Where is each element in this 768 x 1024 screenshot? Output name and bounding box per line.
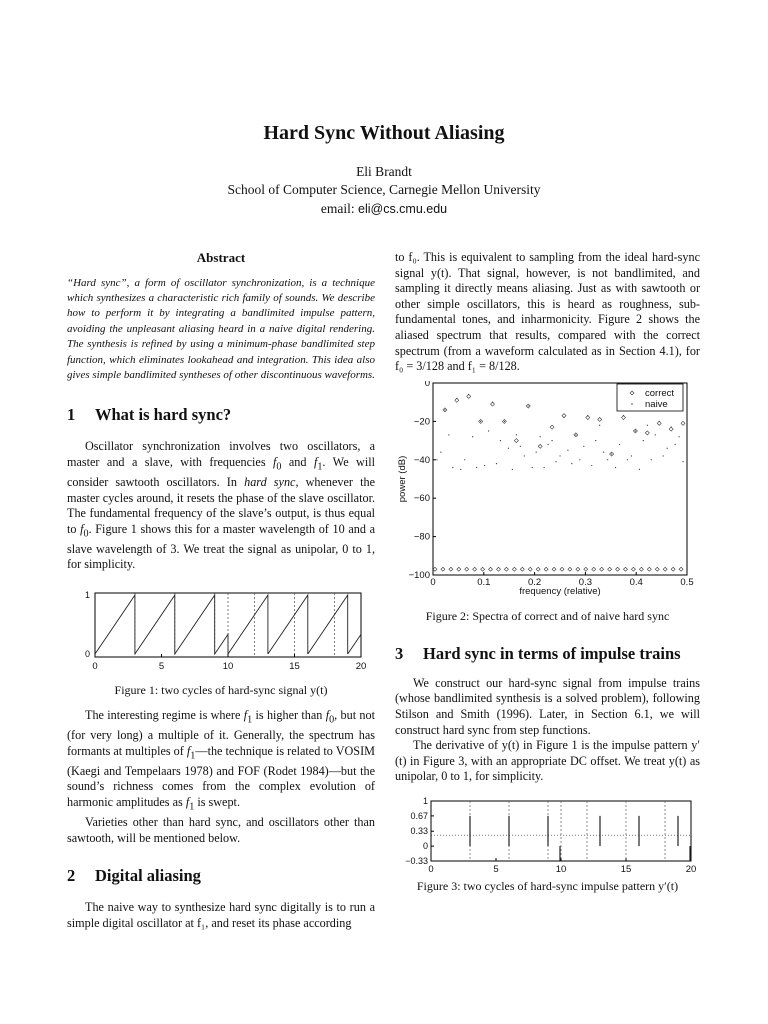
section-title: Hard sync in terms of impulse trains <box>423 643 681 663</box>
figure-3-y-tick: 1 <box>422 795 428 806</box>
figure-2-correct-point <box>457 567 461 571</box>
figure-1-x-tick: 15 <box>289 661 300 673</box>
figure-1-y-tick: 0 <box>84 649 90 660</box>
figure-2-naive-point <box>595 440 596 441</box>
left-column <box>67 250 375 931</box>
figure-2-naive-point <box>639 469 640 470</box>
section-1-paragraph-3: Varieties other than hard sync, and oscillators other than sawtooth, will be mentioned below. <box>67 814 375 845</box>
figure-3 <box>395 795 700 879</box>
figure-2-naive-point <box>496 463 497 464</box>
figure-2-x-axis-label: frequency (relative) <box>519 585 601 597</box>
email-address[interactable]: eli@cs.cmu.edu <box>358 202 448 216</box>
figure-2-y-tick: −100 <box>408 569 430 581</box>
abstract-heading: Abstract <box>196 250 246 265</box>
figure-2-legend-naive-label: naive <box>645 398 668 410</box>
figure-2-naive-point <box>682 461 683 462</box>
figure-2-x-tick: 0.3 <box>578 576 593 588</box>
figure-2-naive-point <box>579 459 580 460</box>
figure-2-correct-point <box>655 567 659 571</box>
figure-2-naive-point <box>599 424 600 425</box>
figure-2-y-tick: 0 <box>424 380 430 389</box>
figure-3-y-tick: 0 <box>422 841 428 852</box>
figure-2-y-tick: −20 <box>413 416 430 428</box>
figure-2-x-tick: 0.2 <box>527 576 542 588</box>
figure-2-naive-point <box>627 459 628 460</box>
figure-2-correct-point <box>623 567 627 571</box>
figure-2-y-tick: −80 <box>413 531 430 543</box>
figure-1-x-tick: 10 <box>222 661 234 673</box>
figure-2-x-tick: 0.4 <box>629 576 643 588</box>
figure-2-naive-point <box>615 467 616 468</box>
author-name: Eli Brandt <box>356 164 412 179</box>
figure-2-naive-point <box>480 421 481 422</box>
figure-2-naive-point <box>508 447 509 448</box>
figure-2-naive-point <box>440 451 441 452</box>
figure-2-naive-point <box>436 459 437 460</box>
figure-2-naive-point <box>611 453 612 454</box>
figure-2-correct-point <box>671 567 675 571</box>
figure-1-y-tick: 1 <box>84 590 90 601</box>
figure-2-naive-point <box>464 459 465 460</box>
figure-1-x-tick: 20 <box>355 661 367 673</box>
figure-2-correct-point <box>441 567 445 571</box>
figure-2-naive-point <box>675 444 676 445</box>
figure-2-correct-point <box>645 431 649 435</box>
figure-2-naive-point <box>555 461 556 462</box>
right-column <box>395 250 700 894</box>
section-3-paragraph-2: The derivative of y(t) in Figure 1 is the impulse pattern y′(t) in Figure 3, with an appropriate DC offset. We treat y(t) as unipolar, 0 to 1, for simplicity. <box>395 738 700 784</box>
section-2-paragraph-1-continued: to f₀. This is equivalent to sampling from the ideal hard-sync signal y(t). That signal, however, is not bandlimited, and sampling it directly means aliasing. Just as with sawtooth or other simple oscillators, this is heard as roughness, sub-fundamental tones, and inharmonicity. Figure 2 shows the aliased spectrum that results, compared with the correct spectrum (from a waveform calculated as in Section 4.1), for f₀ = 3/128 and f₁ = 8/128. <box>395 250 700 374</box>
figure-2-naive-point <box>460 469 461 470</box>
figure-2-correct-point <box>496 567 500 571</box>
figure-2-naive-point <box>448 434 449 435</box>
figure-2-naive-point <box>631 455 632 456</box>
figure-2-naive-point <box>583 446 584 447</box>
figure-2-naive-point <box>528 405 529 406</box>
paper-title: Hard Sync Without Aliasing <box>263 122 505 144</box>
figure-2-naive-point <box>484 465 485 466</box>
figure-3-caption: Figure 3: two cycles of hard-sync impulse pattern y′(t) <box>416 878 679 893</box>
figure-2-correct-point <box>568 567 572 571</box>
figure-3-y-tick: −0.33 <box>405 855 428 866</box>
figure-2-correct-point <box>616 567 620 571</box>
figure-2-correct-point <box>514 438 518 442</box>
figure-2-correct-point <box>592 567 596 571</box>
figure-1 <box>67 585 375 683</box>
figure-2-plot <box>395 381 700 603</box>
figure-3-x-tick: 5 <box>493 863 499 875</box>
figure-2-naive-point <box>671 426 672 427</box>
figure-3-x-tick: 20 <box>685 863 697 875</box>
figure-2-naive-point <box>607 459 608 460</box>
figure-2-correct-point <box>584 567 588 571</box>
figure-2-correct-point <box>663 567 667 571</box>
section-2-paragraph-1: The naive way to synthesize hard sync digitally is to run a simple digital oscillator at f₁, and reset its phase according <box>67 900 375 930</box>
figure-2-correct-point <box>449 567 453 571</box>
figure-2-correct-point <box>528 567 532 571</box>
section-3-paragraph-1: We construct our hard-sync signal from impulse trains (whose bandlimited synthesis is a solved problem), following Stilson and Smith (1996). Later, in Section 6.1, we will construct hard sync from step functions. <box>395 675 700 737</box>
figure-2-naive-point <box>444 409 445 410</box>
figure-2-naive-point <box>667 447 668 448</box>
figure-2-naive-point <box>567 449 568 450</box>
figure-2-naive-point <box>559 455 560 456</box>
figure-1-plot <box>67 585 375 683</box>
figure-1-signal-line <box>95 595 361 654</box>
section-3-heading <box>395 644 700 664</box>
figure-2-correct-point <box>598 417 602 421</box>
figure-2-naive-point <box>643 440 644 441</box>
figure-2-correct-point <box>465 567 469 571</box>
figure-2-correct-point <box>560 567 564 571</box>
figure-2-correct-point <box>647 567 651 571</box>
figure-2-naive-point <box>516 434 517 435</box>
section-number: 3 <box>395 643 404 663</box>
figure-2-correct-point <box>631 567 635 571</box>
figure-2-naive-point <box>456 398 457 399</box>
figure-2-naive-point <box>500 440 501 441</box>
figure-2-correct-point <box>576 567 580 571</box>
email-line <box>0 201 768 217</box>
figure-2-correct-point <box>520 567 524 571</box>
figure-2-naive-point <box>532 467 533 468</box>
figure-2-naive-point <box>468 394 469 395</box>
figure-2-correct-point <box>538 444 542 448</box>
figure-2-x-tick: 0 <box>430 576 436 588</box>
abstract-text: “Hard sync”, a form of oscillator synchronization, is a technique which synthesizes a characteristic rich family of sounds. We describe how to perform it by integrating a bandlimited impulse pattern, avoiding the unpleasant aliasing heard in a naive digital rendering. The synthesis is refined by using a minimum-phase bandlimited step function, which eliminates lookahead and integration. This idea also gives simple bandlimited syntheses of other discontinuous waveforms. <box>67 276 375 382</box>
figure-2-correct-point <box>544 567 548 571</box>
figure-1-x-tick: 0 <box>92 661 98 673</box>
figure-2-frame <box>433 383 687 575</box>
figure-3-y-tick: 0.67 <box>410 810 428 821</box>
figure-2-naive-point <box>678 436 679 437</box>
figure-2-correct-point <box>681 421 685 425</box>
figure-2-naive-point <box>623 415 624 416</box>
figure-2-correct-point <box>536 567 540 571</box>
section-1-paragraph-2: The interesting regime is where $f_1$ is higher than $f_0$, but not (for very long) a multiple of it. Generally, the spectrum has formants at multiples of $f_1—the$ technique is related to VOSIM (Kaegi and Tempelaars 1978) and FOF (Rodet 1984)—but the sound’s richness comes from the complex evolution of harmonic amplitudes as $f_1$ is swept. <box>67 708 375 813</box>
figure-2-x-tick: 0.5 <box>680 576 694 588</box>
section-1-heading <box>67 405 375 425</box>
figure-2-naive-point <box>603 451 604 452</box>
figure-2-correct-point <box>433 567 437 571</box>
affiliation: School of Computer Science, Carnegie Mellon University <box>227 182 541 197</box>
section-1-paragraph-1: Oscillator synchronization involves two oscillators, a master and a slave, with frequencies $f_0$ and $f_1$. We will consider sawtooth oscillators. In hard sync, whenever the master cycles around, it resets the phase of the slave oscillator. The fundamental frequency of the slave’s output, is thus equal to $f_0$. Figure 1 shows this for a master wavelength of 10 and a slave wavelength of 3. We treat the signal as unipolar, 0 to 1, for simplicity. <box>67 439 376 572</box>
figure-2-naive-point <box>544 467 545 468</box>
figure-3-x-tick: 15 <box>620 863 632 875</box>
figure-2-y-axis-label: power (dB) <box>397 455 408 502</box>
figure-2-naive-point <box>591 465 592 466</box>
figure-2-naive-point <box>659 421 660 422</box>
figure-3-x-tick: 0 <box>428 863 434 875</box>
figure-1-x-tick: 5 <box>158 661 165 673</box>
figure-2-correct-point <box>550 425 554 429</box>
figure-2-naive-point <box>651 459 652 460</box>
figure-2-naive-point <box>452 467 453 468</box>
figure-2-naive-point <box>504 421 505 422</box>
figure-2-naive-point <box>575 434 576 435</box>
figure-1-caption: Figure 1: two cycles of hard-sync signal y(t) <box>114 683 328 698</box>
figure-2-correct-point <box>481 567 485 571</box>
figure-2-y-tick: −60 <box>413 492 430 504</box>
figure-2-correct-point <box>512 567 516 571</box>
section-number: 1 <box>67 405 76 425</box>
figure-2-naive-point <box>571 463 572 464</box>
figure-2-naive-point <box>635 430 636 431</box>
figure-2-naive-point <box>551 440 552 441</box>
section-title: Digital aliasing <box>95 866 201 886</box>
figure-2-naive-point <box>647 424 648 425</box>
figure-2-naive-point <box>512 469 513 470</box>
figure-2-naive-point <box>663 455 664 456</box>
figure-2-correct-point <box>600 567 604 571</box>
figure-2-naive-point <box>548 444 549 445</box>
figure-2-legend-correct-label: correct <box>645 387 675 399</box>
figure-3-plot <box>395 795 700 879</box>
figure-2-naive-point <box>520 446 521 447</box>
figure-2-naive-point <box>540 436 541 437</box>
figure-2-naive-point <box>655 434 656 435</box>
figure-2-correct-point <box>473 567 477 571</box>
section-title: What is hard sync? <box>95 405 232 425</box>
figure-2-naive-point <box>563 417 564 418</box>
figure-3-x-tick: 10 <box>555 863 567 875</box>
figure-2-naive-point <box>587 415 588 416</box>
figure-2-naive-point <box>524 455 525 456</box>
figure-2-naive-point <box>619 444 620 445</box>
figure-2-naive-point <box>472 436 473 437</box>
figure-2-caption: Figure 2: Spectra of correct and of naive hard sync <box>425 608 670 623</box>
section-2-heading <box>67 866 375 886</box>
figure-2 <box>395 381 700 603</box>
email-label: email: <box>320 201 355 216</box>
figure-2-naive-point <box>476 467 477 468</box>
figure-2-legend-naive-marker <box>631 403 632 404</box>
figure-3-y-tick: 0.33 <box>410 826 428 837</box>
figure-2-correct-point <box>679 567 683 571</box>
figure-2-x-tick: 0.1 <box>477 576 491 588</box>
figure-2-correct-point <box>639 567 643 571</box>
figure-2-correct-point <box>608 567 612 571</box>
figure-2-correct-point <box>489 567 493 571</box>
figure-2-y-tick: −40 <box>413 454 430 466</box>
figure-2-correct-point <box>552 567 556 571</box>
figure-2-naive-point <box>488 430 489 431</box>
figure-2-naive-point <box>536 451 537 452</box>
figure-2-correct-point <box>504 567 508 571</box>
section-number: 2 <box>67 866 76 886</box>
figure-2-naive-point <box>492 401 493 402</box>
